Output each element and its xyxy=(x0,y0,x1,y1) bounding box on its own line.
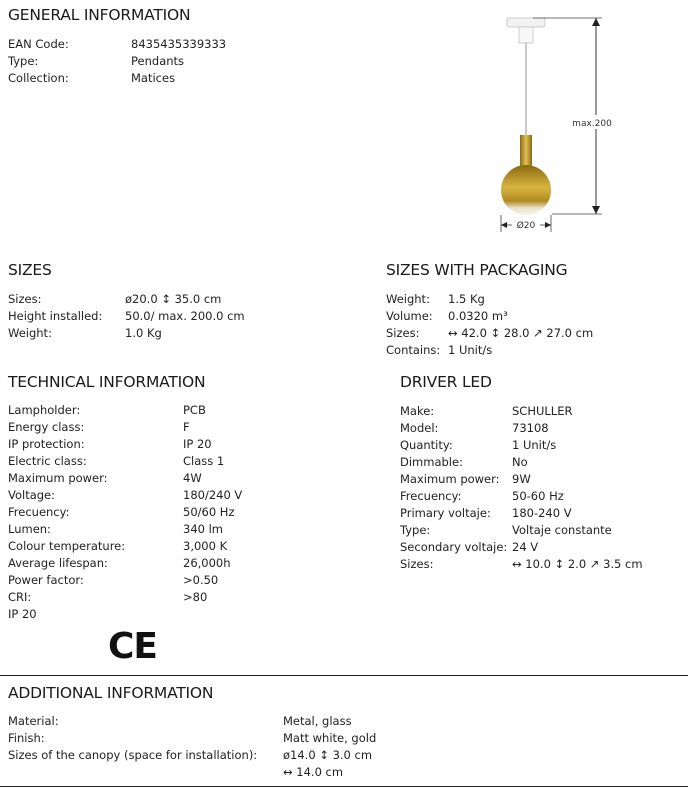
technical-label: IP protection: xyxy=(8,437,85,451)
driver-value: Voltaje constante xyxy=(512,523,612,537)
additional-value: ↔ 14.0 cm xyxy=(283,765,344,779)
driver-value: ↔ 10.0 ↕ 2.0 ↗ 3.5 cm xyxy=(512,557,643,571)
general-title: GENERAL INFORMATION xyxy=(8,6,191,24)
technical-value: 4W xyxy=(183,471,202,485)
general-label: Collection: xyxy=(8,71,69,85)
section-divider xyxy=(0,675,688,676)
diam-arrow-right xyxy=(545,222,551,228)
canopy-base xyxy=(519,27,533,43)
technical-label: Lumen: xyxy=(8,522,51,536)
technical-value: PCB xyxy=(183,403,206,417)
technical-label: CRI: xyxy=(8,590,32,604)
driver-label: Type: xyxy=(400,523,431,537)
packaging-label: Volume: xyxy=(386,309,433,323)
packaging-label: Contains: xyxy=(386,343,441,357)
sizes-label: Weight: xyxy=(8,326,52,340)
diam-label: Ø20 xyxy=(516,221,536,231)
driver-value: 1 Unit/s xyxy=(512,438,557,452)
general-value: Matices xyxy=(131,71,176,85)
technical-label: Maximum power: xyxy=(8,471,108,485)
driver-value: SCHULLER xyxy=(512,404,573,418)
sizes-title: SIZES xyxy=(8,261,52,279)
ce-mark: CE xyxy=(108,626,158,667)
additional-label: Material: xyxy=(8,714,59,728)
packaging-label: Weight: xyxy=(386,292,430,306)
canopy-shape xyxy=(507,18,545,27)
technical-label: Voltage: xyxy=(8,488,56,502)
sizes-label: Sizes: xyxy=(8,292,42,306)
sizes-value: 50.0/ max. 200.0 cm xyxy=(125,309,245,323)
technical-label: Electric class: xyxy=(8,454,87,468)
technical-label: Lampholder: xyxy=(8,403,81,417)
driver-label: Quantity: xyxy=(400,438,453,452)
driver-label: Primary voltaje: xyxy=(400,506,491,520)
packaging-value: 1 Unit/s xyxy=(448,343,493,357)
technical-label: Energy class: xyxy=(8,420,85,434)
height-arrow-up xyxy=(592,18,600,26)
sizes-label: Height installed: xyxy=(8,309,103,323)
general-value: Pendants xyxy=(131,54,185,68)
packaging-title: SIZES WITH PACKAGING xyxy=(386,261,568,279)
diam-arrow-left xyxy=(501,222,507,228)
technical-value: 26,000h xyxy=(183,556,231,570)
driver-label: Make: xyxy=(400,404,435,418)
driver-label: Sizes: xyxy=(400,557,434,571)
driver-value: 50-60 Hz xyxy=(512,489,564,503)
driver-value: 24 V xyxy=(512,540,539,554)
technical-value: 180/240 V xyxy=(183,488,243,502)
technical-label: Frecuency: xyxy=(8,505,70,519)
bottom-divider xyxy=(0,786,688,787)
general-value: 8435435339333 xyxy=(131,37,227,51)
height-label: max.200 xyxy=(572,119,612,129)
additional-value: ø14.0 ↕ 3.0 cm xyxy=(283,748,373,762)
additional-title: ADDITIONAL INFORMATION xyxy=(8,684,214,702)
additional-value: Metal, glass xyxy=(283,714,352,728)
technical-label: Colour temperature: xyxy=(8,539,126,553)
driver-title: DRIVER LED xyxy=(400,373,492,391)
driver-value: 9W xyxy=(512,472,531,486)
technical-ip-line: IP 20 xyxy=(8,607,37,621)
technical-value: Class 1 xyxy=(183,454,225,468)
technical-value: >80 xyxy=(183,590,208,604)
driver-value: 73108 xyxy=(512,421,549,435)
technical-title: TECHNICAL INFORMATION xyxy=(8,373,206,391)
driver-value: No xyxy=(512,455,528,469)
general-label: EAN Code: xyxy=(8,37,69,51)
packaging-value: 1.5 Kg xyxy=(448,292,485,306)
driver-value: 180-240 V xyxy=(512,506,572,520)
technical-value: 3,000 K xyxy=(183,539,228,553)
packaging-label: Sizes: xyxy=(386,326,420,340)
technical-value: 50/60 Hz xyxy=(183,505,235,519)
technical-value: >0.50 xyxy=(183,573,219,587)
technical-label: Power factor: xyxy=(8,573,84,587)
height-arrow-down xyxy=(592,206,600,214)
general-label: Type: xyxy=(8,54,39,68)
driver-label: Frecuency: xyxy=(400,489,462,503)
driver-label: Model: xyxy=(400,421,439,435)
technical-value: IP 20 xyxy=(183,437,212,451)
driver-label: Maximum power: xyxy=(400,472,500,486)
packaging-value: 0.0320 m³ xyxy=(448,309,508,323)
technical-value: 340 lm xyxy=(183,522,224,536)
technical-value: F xyxy=(183,420,190,434)
packaging-value: ↔ 42.0 ↕ 28.0 ↗ 27.0 cm xyxy=(448,326,594,340)
product-drawing xyxy=(490,10,620,235)
driver-label: Dimmable: xyxy=(400,455,463,469)
driver-label: Secondary voltaje: xyxy=(400,540,508,554)
additional-label: Sizes of the canopy (space for installation): xyxy=(8,748,258,762)
additional-label: Finish: xyxy=(8,731,45,745)
technical-label: Average lifespan: xyxy=(8,556,108,570)
sizes-value: ø20.0 ↕ 35.0 cm xyxy=(125,292,222,306)
sizes-value: 1.0 Kg xyxy=(125,326,162,340)
additional-value: Matt white, gold xyxy=(283,731,377,745)
globe-shape xyxy=(501,165,551,215)
